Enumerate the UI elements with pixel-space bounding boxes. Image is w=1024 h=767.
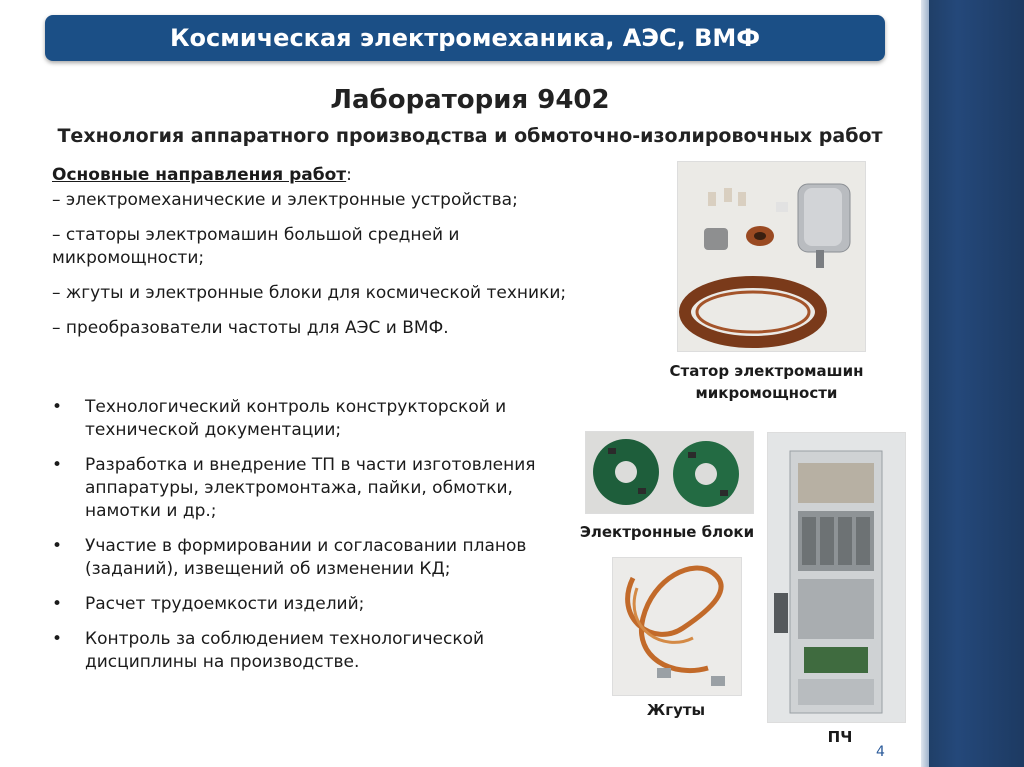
- direction-item: – преобразователи частоты для АЭС и ВМФ.: [52, 318, 449, 338]
- bullet-marker: •: [52, 397, 63, 417]
- slide-title: Космическая электромеханика, АЭС, ВМФ: [169, 24, 761, 52]
- direction-item: – жгуты и электронные блоки для космической техники;: [52, 283, 567, 303]
- directions-block: [52, 164, 572, 340]
- bullet-item: [52, 628, 552, 674]
- directions-heading-line: [52, 164, 572, 187]
- converter-photo: [767, 432, 906, 723]
- stator-caption: Статор электромашин микромощности: [669, 362, 864, 402]
- harness-caption: Жгуты: [646, 701, 706, 719]
- lab-title: Лаборатория 9402: [330, 85, 610, 115]
- bullet-text: Разработка и внедрение ТП в части изготовления аппаратуры, электромонтажа, пайки, обмотки, намотки и др.;: [85, 455, 536, 521]
- boards-photo: [585, 431, 754, 514]
- bullet-text: Расчет трудоемкости изделий;: [85, 594, 365, 614]
- slide-header: [45, 15, 885, 61]
- lab-subtitle: Технология аппаратного производства и обмоточно-изолировочных работ: [57, 125, 883, 147]
- bullet-text: Технологический контроль конструкторской и технической документации;: [85, 397, 507, 440]
- stator-illustration: [678, 162, 865, 351]
- bullet-marker: •: [52, 629, 63, 649]
- bullet-marker: •: [52, 594, 63, 614]
- bullet-list: [52, 396, 552, 686]
- harness-illustration: [613, 558, 741, 695]
- page-number: 4: [876, 744, 885, 760]
- direction-item: – электромеханические и электронные устройства;: [52, 190, 518, 210]
- directions-heading-colon: :: [346, 165, 352, 185]
- bullet-item: [52, 535, 552, 581]
- stator-photo: [677, 161, 866, 352]
- bullet-item: [52, 593, 552, 616]
- bullet-marker: •: [52, 536, 63, 556]
- converter-illustration: [768, 433, 905, 722]
- harness-photo: [612, 557, 742, 696]
- decorative-side-band: [921, 0, 1024, 767]
- bullet-item: [52, 396, 552, 442]
- boards-caption: Электронные блоки: [579, 523, 755, 541]
- boards-illustration: [586, 432, 753, 513]
- direction-item: – статоры электромашин большой средней и микромощности;: [52, 225, 460, 268]
- bullet-item: [52, 454, 552, 523]
- bullet-marker: •: [52, 455, 63, 475]
- directions-heading: Основные направления работ: [52, 165, 347, 185]
- bullet-text: Участие в формировании и согласовании планов (заданий), извещений об изменении КД;: [85, 536, 527, 579]
- converter-caption: ПЧ: [827, 728, 853, 746]
- bullet-text: Контроль за соблюдением технологической дисциплины на производстве.: [85, 629, 485, 672]
